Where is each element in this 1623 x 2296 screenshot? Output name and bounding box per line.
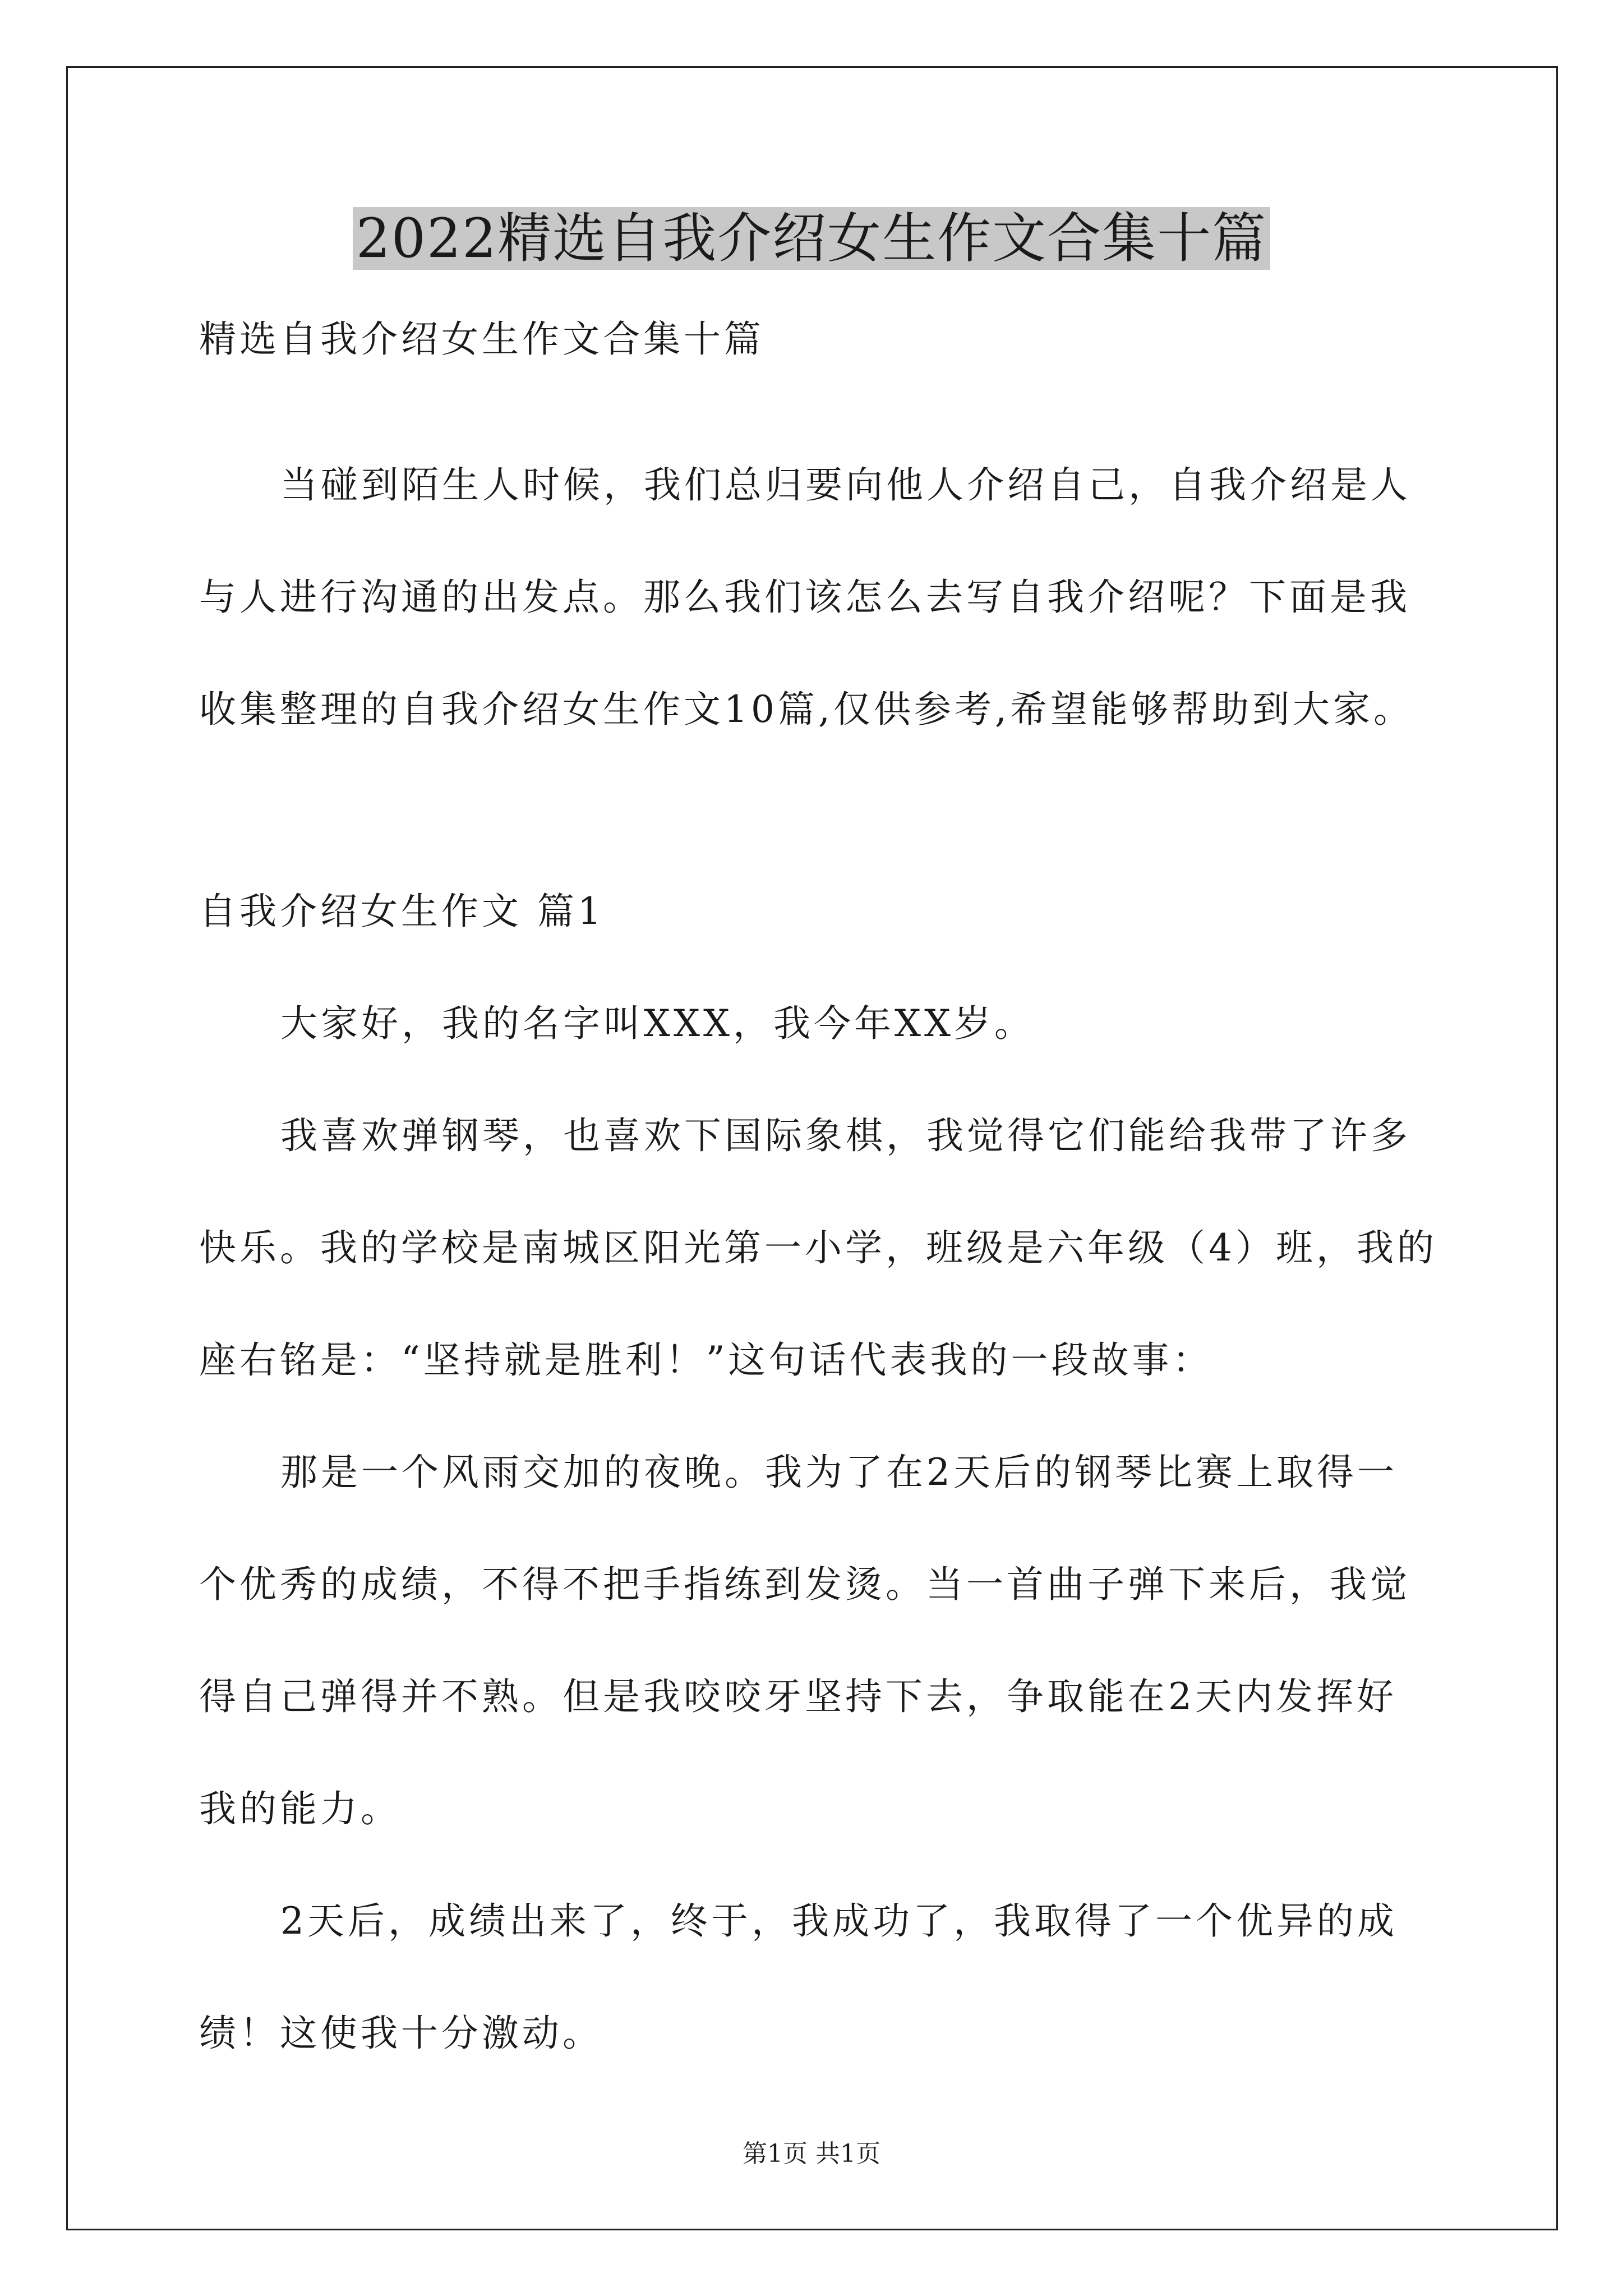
intro-line: 收集整理的自我介绍女生作文10篇,仅供参考,希望能够帮助到大家。: [199, 688, 1414, 731]
section-heading: 自我介绍女生作文 篇1: [199, 890, 605, 933]
body-line: 个优秀的成绩，不得不把手指练到发烫。当一首曲子弹下来后，我觉: [199, 1563, 1410, 1606]
page-footer: 第1页 共1页: [743, 2139, 880, 2168]
body-line: 大家好，我的名字叫XXX，我今年XX岁。: [280, 1002, 1035, 1045]
body-line: 绩！这使我十分激动。: [199, 2012, 603, 2055]
document-title-text: 2022精选自我介绍女生作文合集十篇: [353, 207, 1270, 270]
body-line: 座右铭是：“坚持就是胜利！”这句话代表我的一段故事：: [199, 1338, 1213, 1382]
document-subtitle: 精选自我介绍女生作文合集十篇: [199, 318, 764, 361]
body-line: 我的能力。: [199, 1787, 401, 1830]
document-title: [0, 202, 1623, 275]
body-line: 2天后，成绩出来了，终于，我成功了，我取得了一个优异的成: [280, 1899, 1398, 1943]
intro-line: 当碰到陌生人时候，我们总归要向他人介绍自己，自我介绍是人: [280, 463, 1411, 507]
body-line: 我喜欢弹钢琴，也喜欢下国际象棋，我觉得它们能给我带了许多: [280, 1114, 1411, 1157]
body-line: 快乐。我的学校是南城区阳光第一小学，班级是六年级（4）班，我的: [199, 1226, 1437, 1269]
intro-line: 与人进行沟通的出发点。那么我们该怎么去写自我介绍呢？下面是我: [199, 576, 1410, 619]
body-line: 得自己弹得并不熟。但是我咬咬牙坚持下去，争取能在2天内发挥好: [199, 1675, 1397, 1718]
body-line: 那是一个风雨交加的夜晚。我为了在2天后的钢琴比赛上取得一: [280, 1451, 1398, 1494]
